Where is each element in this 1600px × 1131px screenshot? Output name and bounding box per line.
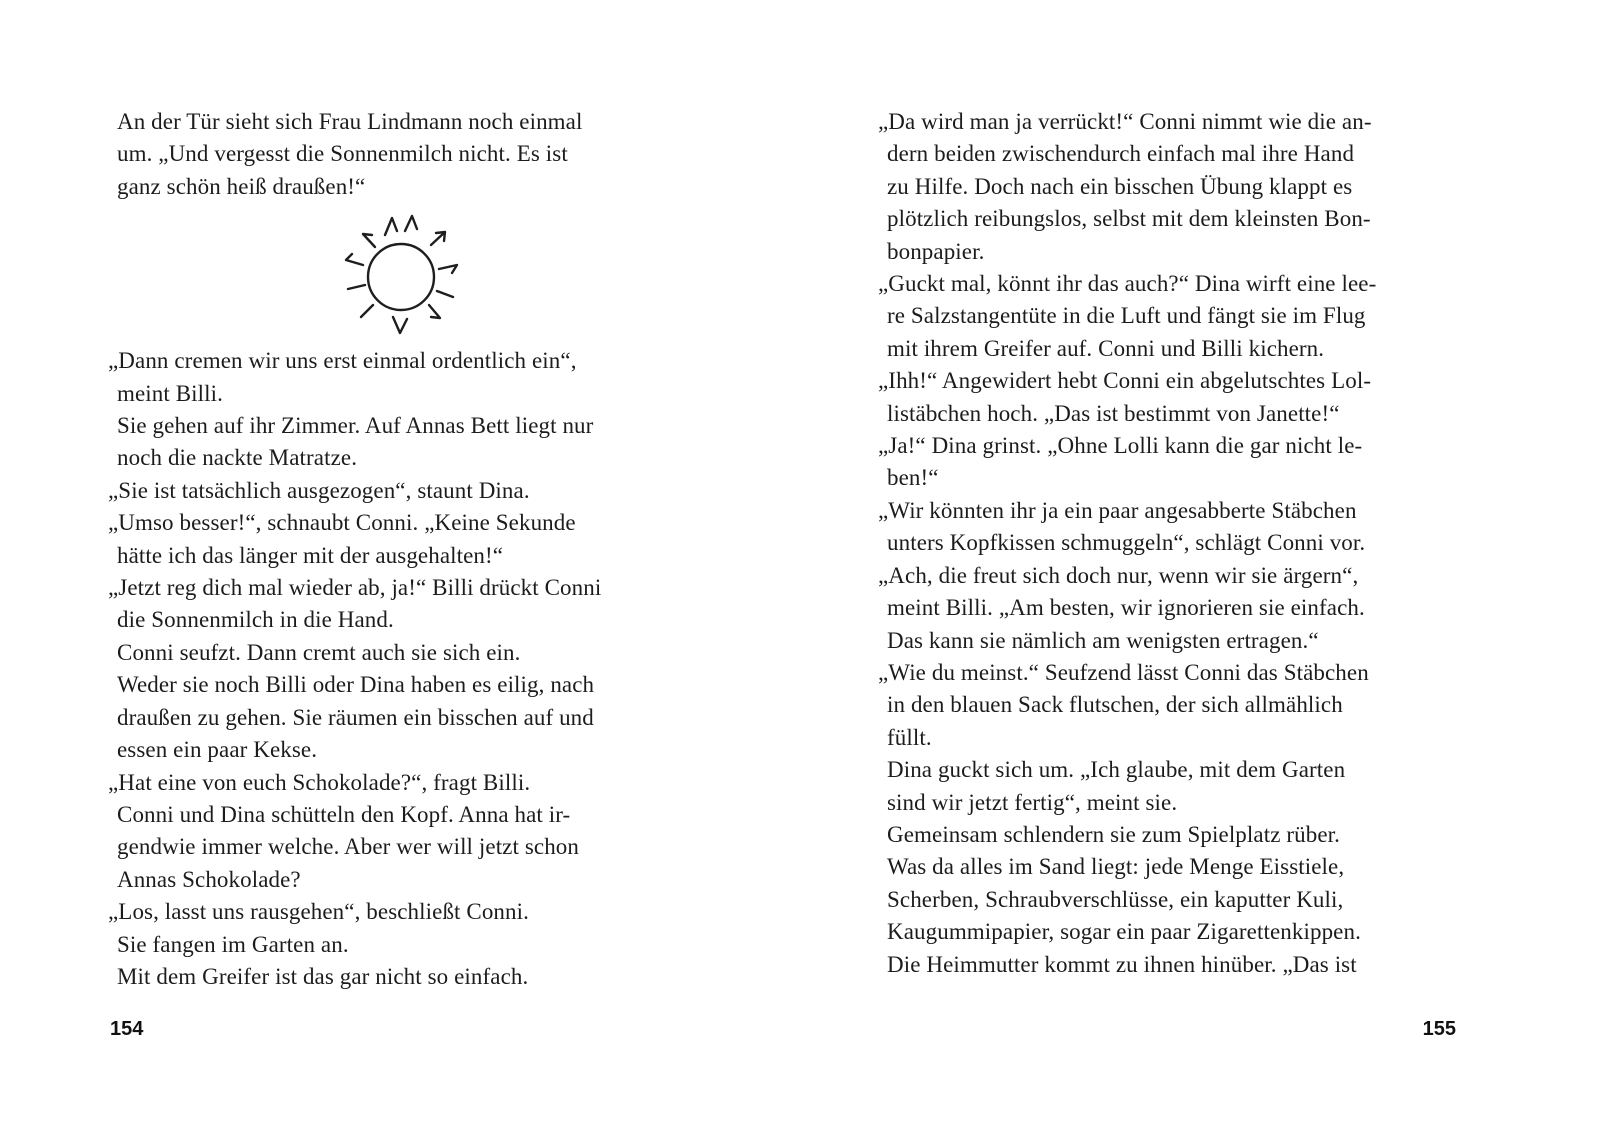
text-line: ganz schön heiß draußen!“ <box>117 173 366 199</box>
text-line: listäbchen hoch. „Das ist bestimmt von Janette!“ <box>887 400 1340 426</box>
text-line: „Guckt mal, könnt ihr das auch?“ Dina wirft eine lee- <box>878 271 1377 297</box>
text-line: Weder sie noch Billi oder Dina haben es eilig, nach <box>117 672 595 698</box>
left-paragraph-before-sun <box>108 106 693 203</box>
text-line: um. „Und vergesst die Sonnenmilch nicht. Es ist <box>117 141 568 167</box>
text-line: Was da alles im Sand liegt: jede Menge Eisstiele, <box>887 854 1345 880</box>
text-line: essen ein paar Kekse. <box>117 737 318 763</box>
text-line: „Ihh!“ Angewidert hebt Conni ein abgelutschtes Lol- <box>878 368 1372 394</box>
text-line: mit ihrem Greifer auf. Conni und Billi kichern. <box>887 335 1325 361</box>
text-line: meint Billi. „Am besten, wir ignorieren sie einfach. <box>887 595 1365 621</box>
sun-doodle-icon <box>108 205 693 343</box>
text-line: unters Kopfkissen schmuggeln“, schlägt Conni vor. <box>887 530 1366 556</box>
page-number-left: 154 <box>110 1018 144 1040</box>
text-line: draußen zu gehen. Sie räumen ein bisschen auf und <box>117 704 594 730</box>
text-line: Gemeinsam schlendern sie zum Spielplatz rüber. <box>887 821 1340 847</box>
text-line: plötzlich reibungslos, selbst mit dem kleinsten Bon- <box>887 206 1371 232</box>
text-line: Conni und Dina schütteln den Kopf. Anna hat ir- <box>117 801 571 827</box>
text-line: Annas Schokolade? <box>117 866 301 892</box>
text-line: „Sie ist tatsächlich ausgezogen“, staunt Dina. <box>108 477 530 503</box>
page-number-right: 155 <box>1422 1018 1456 1040</box>
page-right <box>800 0 1600 1131</box>
text-line: Conni seufzt. Dann cremt auch sie sich ein. <box>117 639 521 665</box>
text-line: hätte ich das länger mit der ausgehalten!“ <box>117 542 504 568</box>
text-line: „Wir könnten ihr ja ein paar angesabberte Stäbchen <box>878 497 1357 523</box>
text-line: „Wie du meinst.“ Seufzend lässt Conni das Stäbchen <box>878 659 1369 685</box>
text-line: ben!“ <box>887 465 939 491</box>
text-line: An der Tür sieht sich Frau Lindmann noch einmal <box>117 109 583 134</box>
text-line: Die Heimmutter kommt zu ihnen hinüber. „Das ist <box>887 951 1357 977</box>
text-line: Sie gehen auf ihr Zimmer. Auf Annas Bett liegt nur <box>117 413 594 439</box>
text-line: „Ach, die freut sich doch nur, wenn wir sie ärgern“, <box>878 562 1359 588</box>
text-line: füllt. <box>887 724 932 750</box>
text-line: „Jetzt reg dich mal wieder ab, ja!“ Billi drückt Conni <box>108 575 602 601</box>
text-line: zu Hilfe. Doch nach ein bisschen Übung klappt es <box>887 173 1353 199</box>
text-line: re Salzstangentüte in die Luft und fängt sie im Flug <box>887 303 1366 329</box>
text-line: Dina guckt sich um. „Ich glaube, mit dem Garten <box>887 757 1346 783</box>
left-paragraph-after-sun <box>108 345 693 993</box>
text-line: gendwie immer welche. Aber wer will jetzt schon <box>117 834 579 860</box>
text-line: „Hat eine von euch Schokolade?“, fragt Billi. <box>108 769 531 795</box>
text-line: Kaugummipapier, sogar ein paar Zigarettenkippen. <box>887 919 1361 945</box>
text-line: „Los, lasst uns rausgehen“, beschließt Conni. <box>108 899 529 925</box>
text-line: Sie fangen im Garten an. <box>117 931 349 957</box>
text-line: noch die nackte Matratze. <box>117 445 358 471</box>
text-line: „Ja!“ Dina grinst. „Ohne Lolli kann die gar nicht le- <box>878 433 1363 459</box>
text-line: in den blauen Sack flutschen, der sich allmählich <box>887 692 1343 718</box>
text-line: Mit dem Greifer ist das gar nicht so einfach. <box>117 963 529 989</box>
text-line: meint Billi. <box>117 380 223 406</box>
left-text-block <box>108 106 693 993</box>
text-line: „Da wird man ja verrückt!“ Conni nimmt wie die an- <box>878 109 1372 134</box>
text-line: „Umso besser!“, schnaubt Conni. „Keine Sekunde <box>108 510 576 536</box>
text-line: bonpapier. <box>887 238 985 264</box>
text-line: sind wir jetzt fertig“, meint sie. <box>887 789 1178 815</box>
text-line: die Sonnenmilch in die Hand. <box>117 607 394 633</box>
right-paragraphs <box>878 106 1463 981</box>
text-line: Scherben, Schraubverschlüsse, ein kaputter Kuli, <box>887 886 1344 912</box>
text-line: Das kann sie nämlich am wenigsten ertragen.“ <box>887 627 1319 653</box>
text-line: „Dann cremen wir uns erst einmal ordentlich ein“, <box>108 348 577 374</box>
right-text-block <box>878 106 1463 981</box>
text-line: dern beiden zwischendurch einfach mal ihre Hand <box>887 141 1355 167</box>
